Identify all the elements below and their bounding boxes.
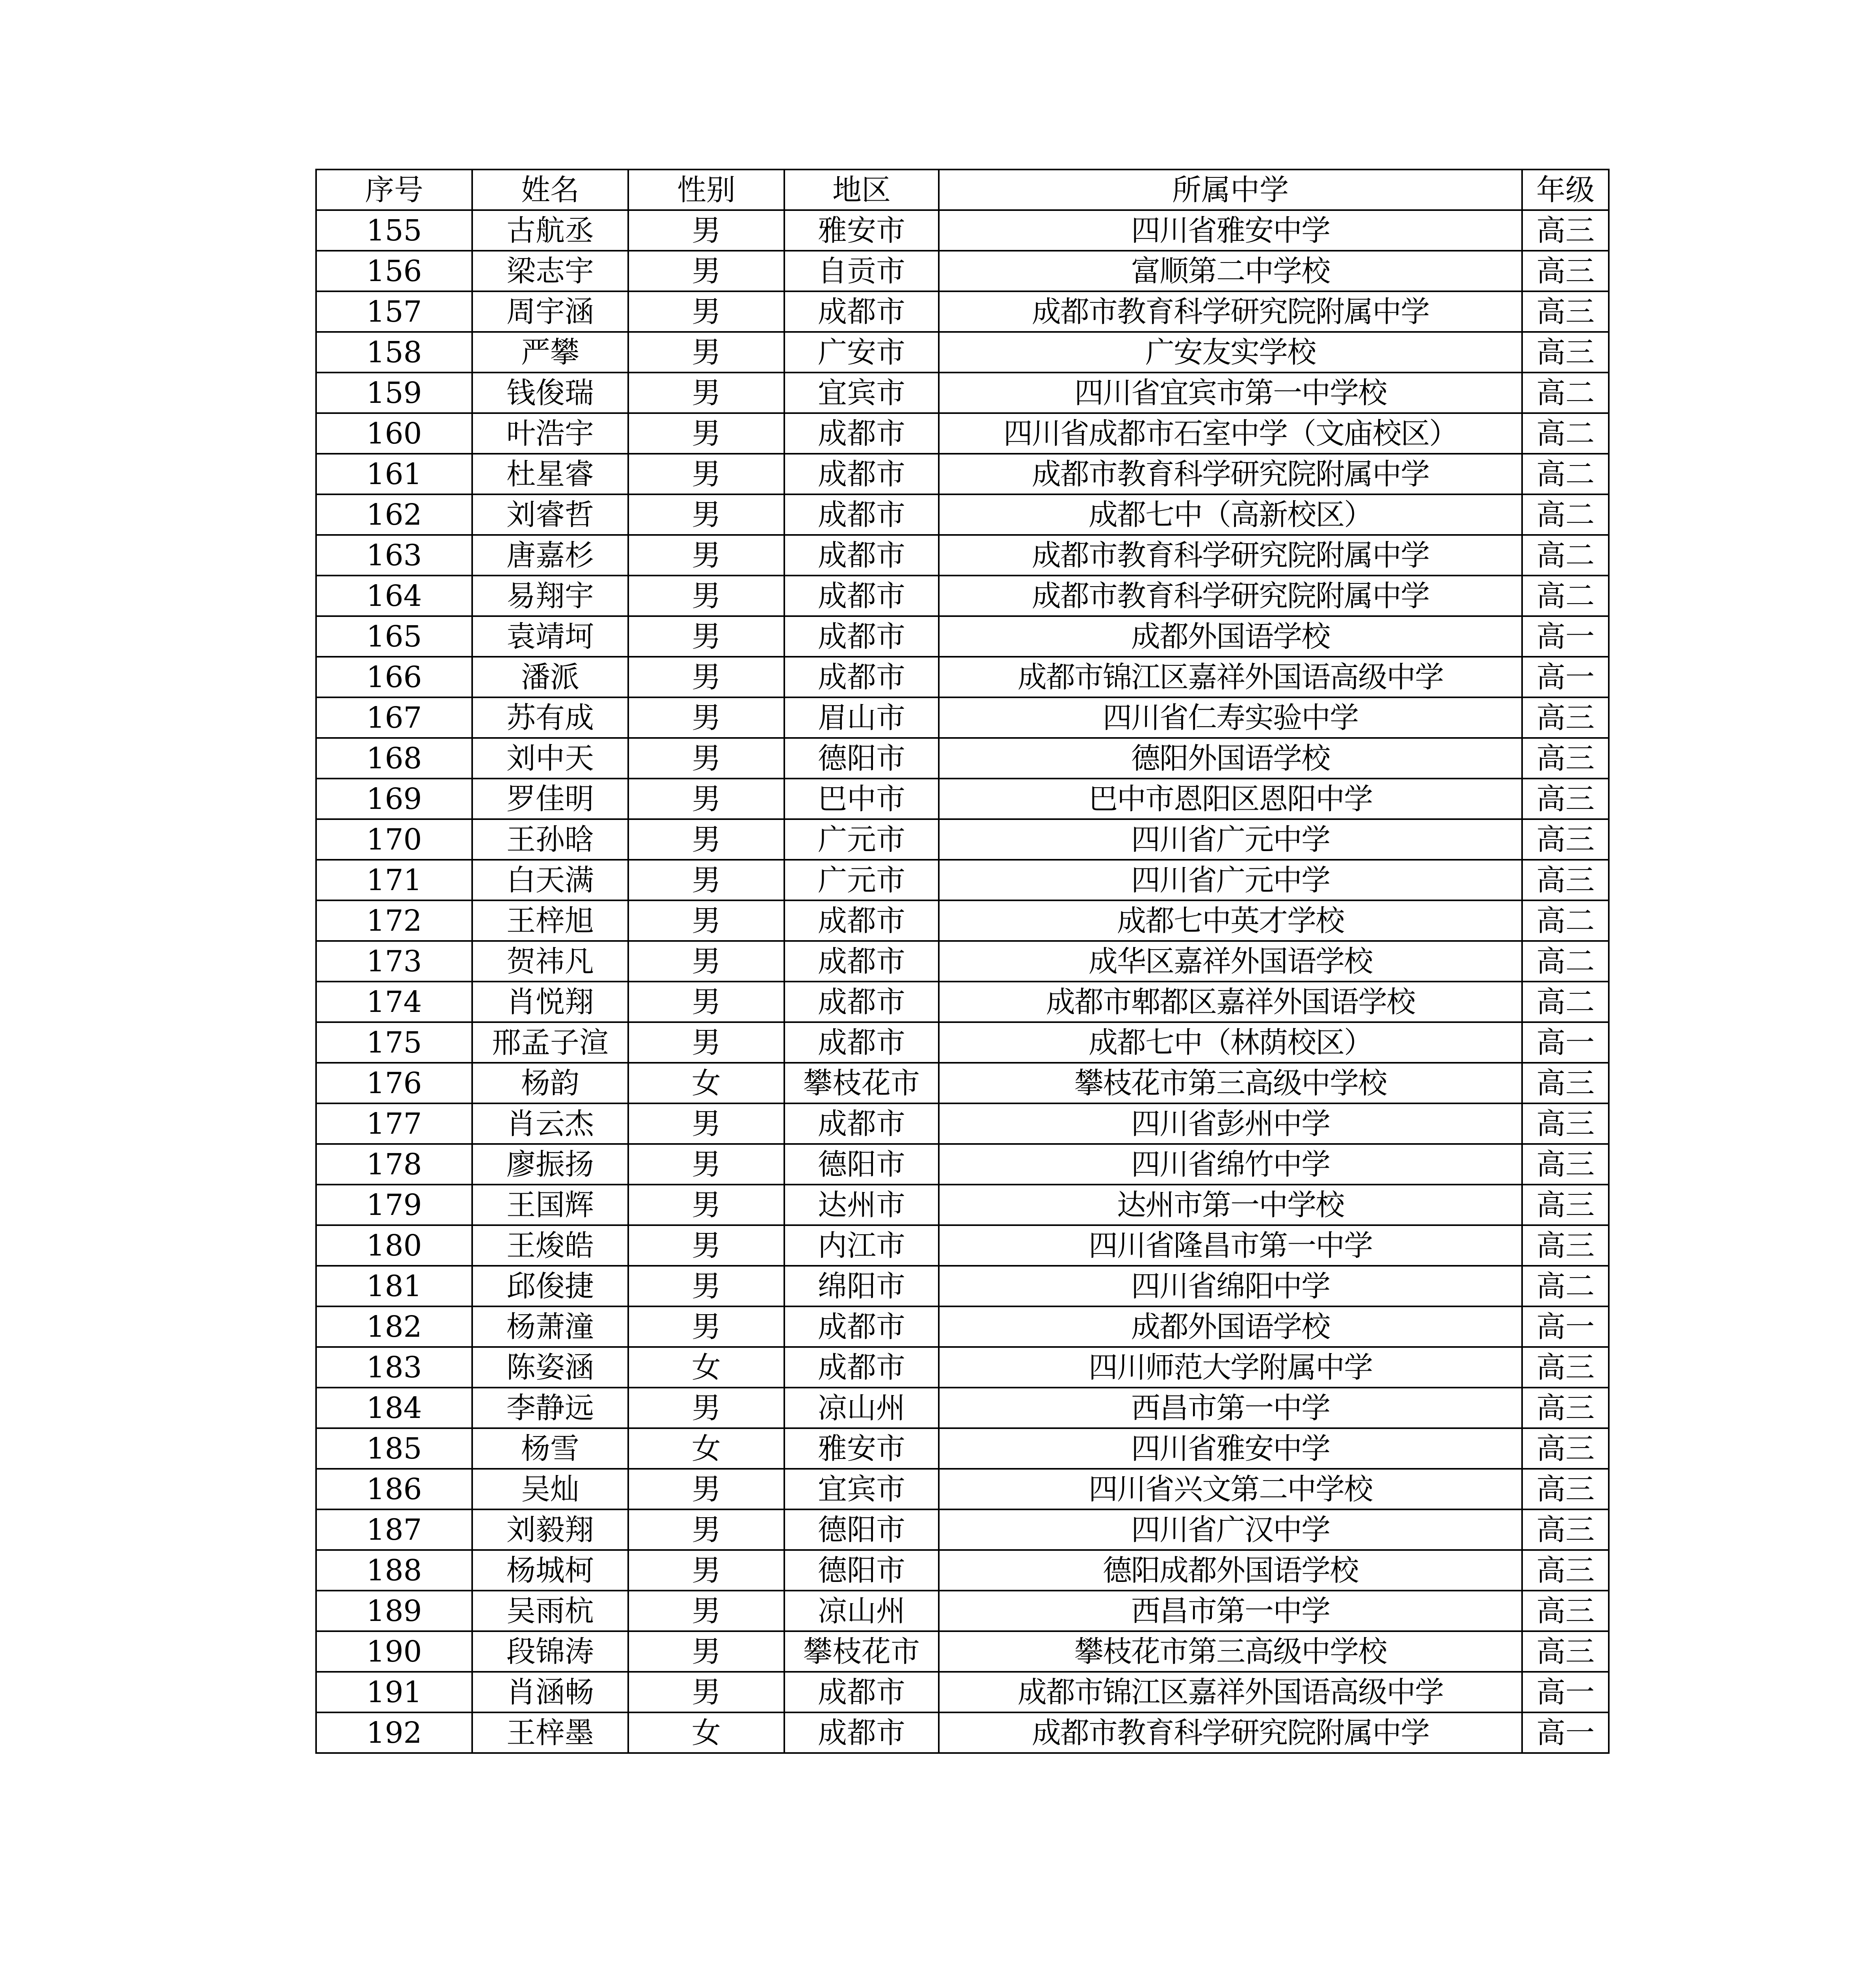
grade-cell: 高三	[1522, 738, 1609, 779]
gender-cell: 男	[628, 1550, 784, 1591]
header-region: 地区	[784, 170, 939, 210]
name-cell: 刘中天	[472, 738, 628, 779]
seq-cell: 164	[316, 576, 472, 616]
gender-cell: 男	[628, 373, 784, 413]
seq-cell: 166	[316, 657, 472, 697]
grade-cell: 高三	[1522, 1347, 1609, 1388]
gender-cell: 男	[628, 1509, 784, 1550]
table-row	[316, 373, 1609, 413]
region-cell: 成都市	[784, 1306, 939, 1347]
table-row	[316, 1509, 1609, 1550]
name-cell: 吴灿	[472, 1469, 628, 1509]
seq-cell: 179	[316, 1185, 472, 1225]
seq-cell: 181	[316, 1266, 472, 1306]
region-cell: 成都市	[784, 454, 939, 494]
region-cell: 成都市	[784, 494, 939, 535]
school-cell: 西昌市第一中学	[939, 1388, 1522, 1428]
school-cell: 四川省雅安中学	[939, 1428, 1522, 1469]
region-cell: 德阳市	[784, 1509, 939, 1550]
region-cell: 成都市	[784, 1347, 939, 1388]
school-cell: 四川省隆昌市第一中学	[939, 1225, 1522, 1266]
table-row	[316, 1144, 1609, 1185]
grade-cell: 高二	[1522, 900, 1609, 941]
school-cell: 四川省绵阳中学	[939, 1266, 1522, 1306]
table-row	[316, 982, 1609, 1022]
region-cell: 成都市	[784, 941, 939, 982]
region-cell: 巴中市	[784, 779, 939, 819]
grade-cell: 高一	[1522, 1306, 1609, 1347]
region-cell: 成都市	[784, 1672, 939, 1712]
seq-cell: 170	[316, 819, 472, 860]
table-row	[316, 779, 1609, 819]
gender-cell: 男	[628, 1225, 784, 1266]
name-cell: 白天满	[472, 860, 628, 900]
school-cell: 西昌市第一中学	[939, 1591, 1522, 1631]
seq-cell: 173	[316, 941, 472, 982]
table-row	[316, 1022, 1609, 1063]
grade-cell: 高三	[1522, 1103, 1609, 1144]
grade-cell: 高三	[1522, 291, 1609, 332]
region-cell: 凉山州	[784, 1591, 939, 1631]
school-cell: 巴中市恩阳区恩阳中学	[939, 779, 1522, 819]
gender-cell: 男	[628, 454, 784, 494]
name-cell: 段锦涛	[472, 1631, 628, 1672]
table-row	[316, 1388, 1609, 1428]
region-cell: 成都市	[784, 982, 939, 1022]
gender-cell: 女	[628, 1347, 784, 1388]
region-cell: 攀枝花市	[784, 1631, 939, 1672]
seq-cell: 172	[316, 900, 472, 941]
seq-cell: 156	[316, 251, 472, 291]
grade-cell: 高二	[1522, 413, 1609, 454]
table-row	[316, 1428, 1609, 1469]
seq-cell: 161	[316, 454, 472, 494]
school-cell: 广安友实学校	[939, 332, 1522, 373]
seq-cell: 182	[316, 1306, 472, 1347]
gender-cell: 男	[628, 291, 784, 332]
gender-cell: 男	[628, 779, 784, 819]
grade-cell: 高二	[1522, 535, 1609, 576]
region-cell: 绵阳市	[784, 1266, 939, 1306]
name-cell: 叶浩宇	[472, 413, 628, 454]
region-cell: 成都市	[784, 1022, 939, 1063]
grade-cell: 高三	[1522, 819, 1609, 860]
seq-cell: 186	[316, 1469, 472, 1509]
name-cell: 唐嘉杉	[472, 535, 628, 576]
name-cell: 李静远	[472, 1388, 628, 1428]
region-cell: 雅安市	[784, 210, 939, 251]
table-row	[316, 332, 1609, 373]
seq-cell: 162	[316, 494, 472, 535]
region-cell: 雅安市	[784, 1428, 939, 1469]
table-row	[316, 941, 1609, 982]
table-row	[316, 1266, 1609, 1306]
grade-cell: 高三	[1522, 1631, 1609, 1672]
name-cell: 贺祎凡	[472, 941, 628, 982]
table-row	[316, 1631, 1609, 1672]
table-row	[316, 576, 1609, 616]
gender-cell: 女	[628, 1712, 784, 1753]
table-row	[316, 1469, 1609, 1509]
grade-cell: 高一	[1522, 1672, 1609, 1712]
grade-cell: 高三	[1522, 1144, 1609, 1185]
grade-cell: 高二	[1522, 1266, 1609, 1306]
grade-cell: 高三	[1522, 1388, 1609, 1428]
gender-cell: 男	[628, 860, 784, 900]
table-row	[316, 1185, 1609, 1225]
region-cell: 内江市	[784, 1225, 939, 1266]
table-row	[316, 1225, 1609, 1266]
seq-cell: 190	[316, 1631, 472, 1672]
school-cell: 四川省广汉中学	[939, 1509, 1522, 1550]
region-cell: 宜宾市	[784, 1469, 939, 1509]
school-cell: 成都外国语学校	[939, 1306, 1522, 1347]
name-cell: 王孙晗	[472, 819, 628, 860]
grade-cell: 高三	[1522, 860, 1609, 900]
gender-cell: 男	[628, 1266, 784, 1306]
table-row	[316, 1347, 1609, 1388]
gender-cell: 男	[628, 900, 784, 941]
school-cell: 四川省雅安中学	[939, 210, 1522, 251]
region-cell: 德阳市	[784, 738, 939, 779]
name-cell: 邢孟子渲	[472, 1022, 628, 1063]
table-row	[316, 535, 1609, 576]
table-row	[316, 616, 1609, 657]
grade-cell: 高一	[1522, 1712, 1609, 1753]
gender-cell: 男	[628, 1591, 784, 1631]
name-cell: 廖振扬	[472, 1144, 628, 1185]
name-cell: 肖云杰	[472, 1103, 628, 1144]
seq-cell: 158	[316, 332, 472, 373]
region-cell: 广安市	[784, 332, 939, 373]
school-cell: 成都市教育科学研究院附属中学	[939, 576, 1522, 616]
name-cell: 王梓墨	[472, 1712, 628, 1753]
gender-cell: 男	[628, 1103, 784, 1144]
grade-cell: 高三	[1522, 1063, 1609, 1103]
grade-cell: 高三	[1522, 1550, 1609, 1591]
gender-cell: 男	[628, 576, 784, 616]
header-name: 姓名	[472, 170, 628, 210]
school-cell: 四川省兴文第二中学校	[939, 1469, 1522, 1509]
grade-cell: 高三	[1522, 1428, 1609, 1469]
region-cell: 成都市	[784, 291, 939, 332]
name-cell: 王焌皓	[472, 1225, 628, 1266]
seq-cell: 163	[316, 535, 472, 576]
school-cell: 成都外国语学校	[939, 616, 1522, 657]
name-cell: 杨雪	[472, 1428, 628, 1469]
header-seq: 序号	[316, 170, 472, 210]
school-cell: 成都市郫都区嘉祥外国语学校	[939, 982, 1522, 1022]
region-cell: 眉山市	[784, 697, 939, 738]
region-cell: 成都市	[784, 657, 939, 697]
region-cell: 德阳市	[784, 1550, 939, 1591]
name-cell: 袁靖坷	[472, 616, 628, 657]
grade-cell: 高三	[1522, 1509, 1609, 1550]
name-cell: 杨韵	[472, 1063, 628, 1103]
school-cell: 成都七中（高新校区）	[939, 494, 1522, 535]
school-cell: 成都市教育科学研究院附属中学	[939, 1712, 1522, 1753]
table-row	[316, 251, 1609, 291]
school-cell: 德阳成都外国语学校	[939, 1550, 1522, 1591]
gender-cell: 男	[628, 494, 784, 535]
name-cell: 王梓旭	[472, 900, 628, 941]
name-cell: 苏有成	[472, 697, 628, 738]
region-cell: 成都市	[784, 900, 939, 941]
seq-cell: 189	[316, 1591, 472, 1631]
seq-cell: 188	[316, 1550, 472, 1591]
school-cell: 成都七中（林荫校区）	[939, 1022, 1522, 1063]
table-row	[316, 900, 1609, 941]
grade-cell: 高三	[1522, 1185, 1609, 1225]
gender-cell: 男	[628, 1144, 784, 1185]
table-row	[316, 1063, 1609, 1103]
name-cell: 钱俊瑞	[472, 373, 628, 413]
region-cell: 成都市	[784, 1712, 939, 1753]
grade-cell: 高一	[1522, 657, 1609, 697]
header-row	[316, 170, 1609, 210]
school-cell: 成都市教育科学研究院附属中学	[939, 454, 1522, 494]
grade-cell: 高一	[1522, 616, 1609, 657]
school-cell: 四川省成都市石室中学（文庙校区）	[939, 413, 1522, 454]
grade-cell: 高二	[1522, 494, 1609, 535]
gender-cell: 男	[628, 251, 784, 291]
region-cell: 凉山州	[784, 1388, 939, 1428]
gender-cell: 男	[628, 1388, 784, 1428]
seq-cell: 192	[316, 1712, 472, 1753]
header-grade: 年级	[1522, 170, 1609, 210]
table-row	[316, 1550, 1609, 1591]
gender-cell: 女	[628, 1063, 784, 1103]
header-gender: 性别	[628, 170, 784, 210]
name-cell: 肖悦翔	[472, 982, 628, 1022]
school-cell: 四川师范大学附属中学	[939, 1347, 1522, 1388]
seq-cell: 178	[316, 1144, 472, 1185]
table-row	[316, 413, 1609, 454]
seq-cell: 185	[316, 1428, 472, 1469]
seq-cell: 169	[316, 779, 472, 819]
table-row	[316, 860, 1609, 900]
seq-cell: 165	[316, 616, 472, 657]
school-cell: 攀枝花市第三高级中学校	[939, 1063, 1522, 1103]
name-cell: 肖涵畅	[472, 1672, 628, 1712]
gender-cell: 男	[628, 657, 784, 697]
seq-cell: 175	[316, 1022, 472, 1063]
school-cell: 四川省宜宾市第一中学校	[939, 373, 1522, 413]
grade-cell: 高三	[1522, 697, 1609, 738]
grade-cell: 高三	[1522, 779, 1609, 819]
region-cell: 达州市	[784, 1185, 939, 1225]
school-cell: 富顺第二中学校	[939, 251, 1522, 291]
gender-cell: 男	[628, 1672, 784, 1712]
school-cell: 四川省彭州中学	[939, 1103, 1522, 1144]
school-cell: 攀枝花市第三高级中学校	[939, 1631, 1522, 1672]
name-cell: 刘毅翔	[472, 1509, 628, 1550]
school-cell: 四川省广元中学	[939, 819, 1522, 860]
seq-cell: 167	[316, 697, 472, 738]
school-cell: 达州市第一中学校	[939, 1185, 1522, 1225]
grade-cell: 高三	[1522, 251, 1609, 291]
gender-cell: 男	[628, 535, 784, 576]
name-cell: 严攀	[472, 332, 628, 373]
table-row	[316, 697, 1609, 738]
seq-cell: 155	[316, 210, 472, 251]
name-cell: 吴雨杭	[472, 1591, 628, 1631]
table-row	[316, 819, 1609, 860]
seq-cell: 171	[316, 860, 472, 900]
seq-cell: 184	[316, 1388, 472, 1428]
school-cell: 四川省广元中学	[939, 860, 1522, 900]
name-cell: 刘睿哲	[472, 494, 628, 535]
grade-cell: 高三	[1522, 332, 1609, 373]
region-cell: 自贡市	[784, 251, 939, 291]
region-cell: 成都市	[784, 616, 939, 657]
grade-cell: 高二	[1522, 373, 1609, 413]
gender-cell: 男	[628, 738, 784, 779]
name-cell: 杜星睿	[472, 454, 628, 494]
school-cell: 四川省绵竹中学	[939, 1144, 1522, 1185]
seq-cell: 180	[316, 1225, 472, 1266]
seq-cell: 183	[316, 1347, 472, 1388]
seq-cell: 168	[316, 738, 472, 779]
gender-cell: 男	[628, 1306, 784, 1347]
name-cell: 杨萧潼	[472, 1306, 628, 1347]
table-row	[316, 657, 1609, 697]
gender-cell: 男	[628, 982, 784, 1022]
grade-cell: 高二	[1522, 982, 1609, 1022]
table-row	[316, 1712, 1609, 1753]
name-cell: 潘派	[472, 657, 628, 697]
gender-cell: 男	[628, 332, 784, 373]
seq-cell: 177	[316, 1103, 472, 1144]
gender-cell: 男	[628, 819, 784, 860]
school-cell: 四川省仁寿实验中学	[939, 697, 1522, 738]
table-row	[316, 210, 1609, 251]
table-body	[316, 210, 1609, 1753]
name-cell: 罗佳明	[472, 779, 628, 819]
school-cell: 成都市锦江区嘉祥外国语高级中学	[939, 1672, 1522, 1712]
gender-cell: 男	[628, 413, 784, 454]
name-cell: 易翔宇	[472, 576, 628, 616]
header-school: 所属中学	[939, 170, 1522, 210]
seq-cell: 160	[316, 413, 472, 454]
school-cell: 成都市锦江区嘉祥外国语高级中学	[939, 657, 1522, 697]
table-row	[316, 738, 1609, 779]
region-cell: 德阳市	[784, 1144, 939, 1185]
table-row	[316, 454, 1609, 494]
school-cell: 德阳外国语学校	[939, 738, 1522, 779]
seq-cell: 157	[316, 291, 472, 332]
name-cell: 王国辉	[472, 1185, 628, 1225]
seq-cell: 159	[316, 373, 472, 413]
grade-cell: 高三	[1522, 1469, 1609, 1509]
region-cell: 成都市	[784, 1103, 939, 1144]
school-cell: 成都市教育科学研究院附属中学	[939, 535, 1522, 576]
gender-cell: 女	[628, 1428, 784, 1469]
school-cell: 成都市教育科学研究院附属中学	[939, 291, 1522, 332]
table-row	[316, 1306, 1609, 1347]
name-cell: 邱俊捷	[472, 1266, 628, 1306]
grade-cell: 高二	[1522, 941, 1609, 982]
gender-cell: 男	[628, 1469, 784, 1509]
grade-cell: 高三	[1522, 210, 1609, 251]
name-cell: 梁志宇	[472, 251, 628, 291]
grade-cell: 高二	[1522, 576, 1609, 616]
school-cell: 成华区嘉祥外国语学校	[939, 941, 1522, 982]
seq-cell: 191	[316, 1672, 472, 1712]
region-cell: 攀枝花市	[784, 1063, 939, 1103]
table-row	[316, 291, 1609, 332]
name-cell: 古航丞	[472, 210, 628, 251]
gender-cell: 男	[628, 210, 784, 251]
table-row	[316, 1672, 1609, 1712]
grade-cell: 高一	[1522, 1022, 1609, 1063]
region-cell: 宜宾市	[784, 373, 939, 413]
region-cell: 成都市	[784, 413, 939, 454]
gender-cell: 男	[628, 1631, 784, 1672]
gender-cell: 男	[628, 1022, 784, 1063]
seq-cell: 187	[316, 1509, 472, 1550]
table-row	[316, 1591, 1609, 1631]
gender-cell: 男	[628, 616, 784, 657]
region-cell: 广元市	[784, 819, 939, 860]
region-cell: 广元市	[784, 860, 939, 900]
table-row	[316, 494, 1609, 535]
gender-cell: 男	[628, 941, 784, 982]
grade-cell: 高二	[1522, 454, 1609, 494]
region-cell: 成都市	[784, 535, 939, 576]
name-cell: 陈姿涵	[472, 1347, 628, 1388]
school-cell: 成都七中英才学校	[939, 900, 1522, 941]
region-cell: 成都市	[784, 576, 939, 616]
grade-cell: 高三	[1522, 1591, 1609, 1631]
gender-cell: 男	[628, 1185, 784, 1225]
gender-cell: 男	[628, 697, 784, 738]
seq-cell: 176	[316, 1063, 472, 1103]
grade-cell: 高三	[1522, 1225, 1609, 1266]
roster-table	[315, 169, 1610, 1754]
name-cell: 杨城柯	[472, 1550, 628, 1591]
table-row	[316, 1103, 1609, 1144]
name-cell: 周宇涵	[472, 291, 628, 332]
seq-cell: 174	[316, 982, 472, 1022]
